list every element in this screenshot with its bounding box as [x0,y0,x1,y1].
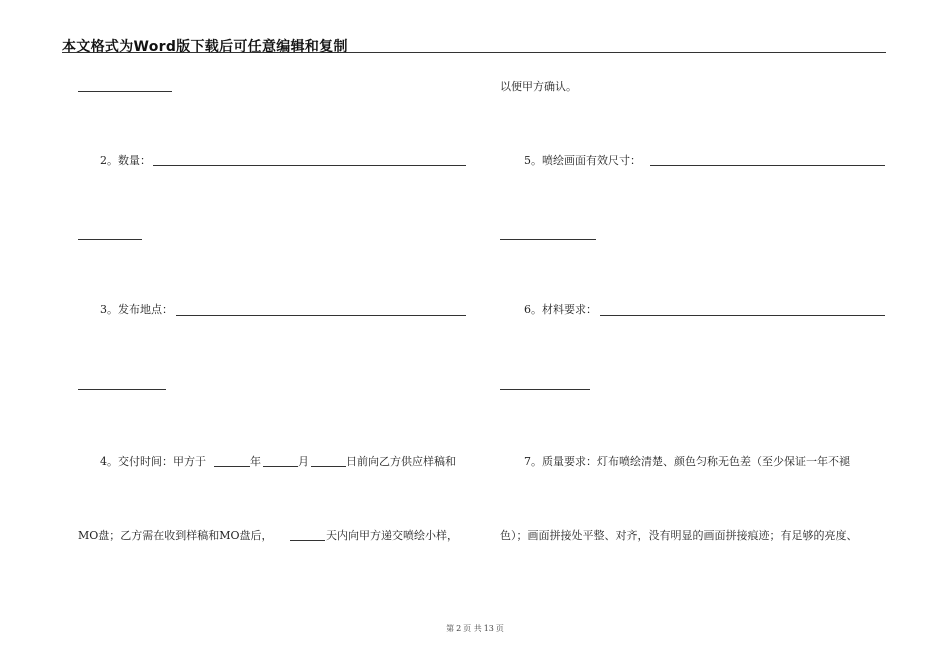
blank-line [500,389,590,390]
delivery-year-label: 年 [250,455,261,468]
item-material-label: 6。材料要求： [524,303,597,316]
delivery-day-blank [311,466,346,467]
blank-line [78,91,172,92]
footer-mid: 页 共 [463,624,482,633]
location-blank [176,315,466,316]
delivery-month-label: 月 [298,455,309,468]
item-location-label: 3。发布地点： [100,303,173,316]
continuation-text: 以便甲方确认。 [500,80,577,93]
delivery-line2-end: 天内向甲方递交喷绘小样， [326,529,458,542]
document-header-title: 本文格式为Word版下载后可任意编辑和复制 [62,39,348,55]
item-quality-line1: 7。质量要求：灯布喷绘清楚、颜色匀称无色差（至少保证一年不褪 [524,455,850,468]
delivery-year-blank [214,466,250,467]
page-footer [0,623,950,634]
footer-prefix: 第 [446,624,455,633]
size-blank [650,165,885,166]
delivery-line2-start: MO盘；乙方需在收到样稿和MO盘后， [78,529,273,542]
item-size-label: 5。喷绘画面有效尺寸： [524,154,641,167]
item-quality-line2: 色）；画面拼接处平整、对齐，没有明显的画面拼接痕迹；有足够的亮度、 [500,529,858,542]
item-quantity-label: 2。数量： [100,154,151,167]
footer-suffix: 页 [495,624,504,633]
item-delivery-suffix: 日前向乙方供应样稿和 [346,455,456,468]
footer-total-pages: 13 [483,624,494,633]
blank-line [500,239,596,240]
item-delivery-prefix: 4。交付时间：甲方于 [100,455,206,468]
material-blank [600,315,885,316]
blank-line [78,239,142,240]
delivery-days-blank [290,540,325,541]
footer-current-page: 2 [456,624,462,633]
header-rule [62,52,886,53]
quantity-blank [153,165,466,166]
blank-line [78,389,166,390]
delivery-month-blank [263,466,298,467]
